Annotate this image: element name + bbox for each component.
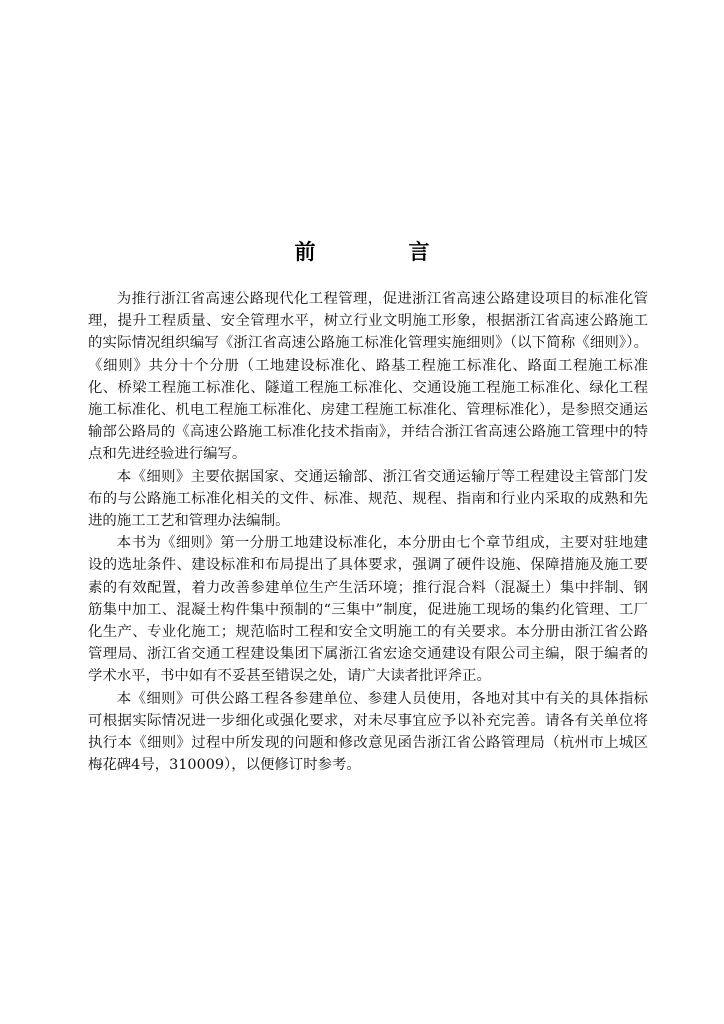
paragraph-4: 本《细则》可供公路工程各参建单位、参建人员使用，各地对其中有关的具体指标可根据实际情况进一步细化或强化要求，对未尽事宜应予以补充完善。请各有关单位将执行本《细则》过程中所发现的问题和修改意见函告浙江省公路管理局（杭州市上城区梅花碑4号，310009），以便修订时参考。 xyxy=(88,690,648,774)
page-title: 前 言 xyxy=(294,240,466,264)
paragraph-3: 本书为《细则》第一分册工地建设标准化，本分册由七个章节组成，主要对驻地建设的选址条件、建设标准和布局提出了具体要求，强调了硬件设施、保障措施及施工要素的有效配置，着力改善参建单位生产生活环境；推行混合料（混凝土）集中拌制、钢筋集中加工、混凝土构件集中预制的“三集中”制度，促进施工现场的集约化管理、工厂化生产、专业化施工；规范临时工程和安全文明施工的有关要求。本分册由浙江省公路管理局、浙江省交通工程建设集团下属浙江省宏途交通建设有限公司主编，限于编者的学术水平，书中如有不妥甚至错误之处，请广大读者批评斧正。 xyxy=(88,535,648,685)
paragraph-1: 为推行浙江省高速公路现代化工程管理，促进浙江省高速公路建设项目的标准化管理，提升工程质量、安全管理水平，树立行业文明施工形象，根据浙江省高速公路施工的实际情况组织编写《浙江省高速公路施工标准化管理实施细则》（以下简称《细则》）。《细则》共分十个分册（工地建设标准化、路基工程施工标准化、路面工程施工标准化、桥梁工程施工标准化、隧道工程施工标准化、交通设施工程施工标准化、绿化工程施工标准化、机电工程施工标准化、房建工程施工标准化、管理标准化），是参照交通运输部公路局的《高速公路施工标准化技术指南》，并结合浙江省高速公路施工管理中的特点和先进经验进行编写。 xyxy=(88,291,648,463)
preface-body xyxy=(88,288,648,776)
paragraph-2: 本《细则》主要依据国家、交通运输部、浙江省交通运输厅等工程建设主管部门发布的与公路施工标准化相关的文件、标准、规范、规程、指南和行业内采取的成熟和先进的施工工艺和管理办法编制。 xyxy=(88,468,648,530)
